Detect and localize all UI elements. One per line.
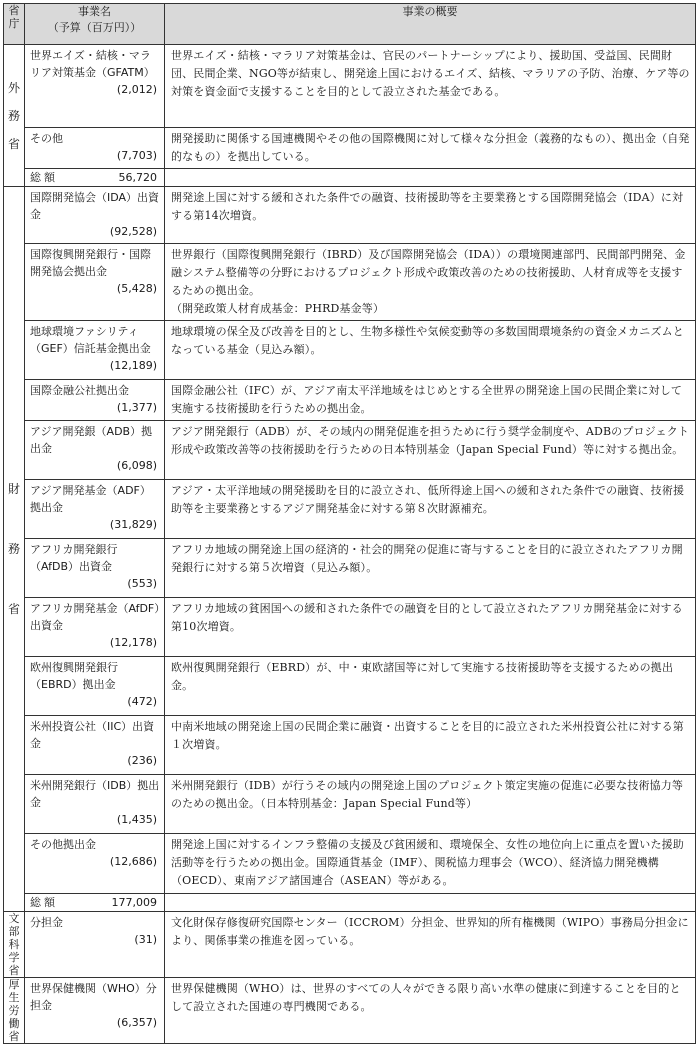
- table-row: [4, 480, 696, 539]
- table-row: [4, 775, 696, 834]
- project-budget: (5,428): [116, 282, 157, 295]
- project-cell: [25, 657, 165, 716]
- ministry-mext: 文部科学省: [4, 912, 25, 978]
- project-cell: [25, 244, 165, 321]
- total-label: 総額: [30, 896, 58, 909]
- project-description: アフリカ地域の開発途上国の経済的・社会的開発の促進に寄与することを目的に設立されたアフリカ開発銀行に対する第５次増資（見込み額）。: [165, 539, 696, 598]
- project-cell: [25, 978, 165, 1044]
- project-cell: [25, 834, 165, 894]
- project-cell: [25, 187, 165, 244]
- project-name: その他拠出金: [30, 838, 96, 851]
- table-row: [4, 321, 696, 380]
- project-description: 地球環境の保全及び改善を目的とし、生物多様性や気候変動等の多数国間環境条約の資金メカニズムとなっている基金（見込み額）。: [165, 321, 696, 380]
- project-name: その他: [30, 132, 63, 145]
- project-description: 米州開発銀行（IDB）が行うその域内の開発途上国のプロジェクト策定実施の促進に必要な技術協力等のための拠出金。（日本特別基金：Japan Special Fund等）: [165, 775, 696, 834]
- oda-project-table: [3, 3, 696, 1044]
- project-cell: [25, 380, 165, 421]
- table-row: [4, 657, 696, 716]
- header-project-label: 事業名: [78, 5, 111, 18]
- project-description: 開発途上国に対する緩和された条件での融資、技術援助等を主要業務とする国際開発協会（IDA）に対する第14次増資。: [165, 187, 696, 244]
- total-value: 177,009: [111, 896, 157, 909]
- project-name: 米州投資公社（IIC）出資金: [30, 720, 155, 750]
- header-ministry: 省庁: [4, 4, 25, 45]
- total-label: 総額: [30, 171, 58, 184]
- total-cell: [25, 169, 165, 187]
- project-description: 開発援助に関係する国連機関やその他の国際機関に対して様々な分担金（義務的なもの）、拠出金（自発的なもの）を拠出している。: [165, 128, 696, 169]
- project-budget: (92,528): [109, 225, 157, 238]
- header-summary: 事業の概要: [165, 4, 696, 45]
- project-budget: (6,098): [116, 459, 157, 472]
- table-row: [4, 187, 696, 244]
- project-name: 欧州復興開発銀行（EBRD）拠出金: [30, 661, 118, 691]
- project-description: アジア開発銀行（ADB）が、その域内の開発促進を担うために行う奨学金制度や、ADBのプロジェクト形成や政策改善等の技術援助を行うための日本特別基金（Japan Special Fund）等に対する拠出金。: [165, 421, 696, 480]
- project-description: 世界保健機関（WHO）は、世界のすべての人々ができる限り高い水準の健康に到達することを目的として設立された国連の専門機関である。: [165, 978, 696, 1044]
- table-row: [4, 978, 696, 1044]
- project-name: アフリカ開発銀行（AfDB）出資金: [30, 543, 118, 573]
- project-budget: (12,178): [109, 636, 157, 649]
- project-cell: [25, 539, 165, 598]
- project-budget: (31,829): [109, 518, 157, 531]
- project-description: 世界エイズ・結核・マラリア対策基金は、官民のパートナーシップにより、援助国、受益国、民間財団、民間企業、NGO等が結束し、開発途上国におけるエイズ、結核、マラリアの予防、治療、ケア等の対策を資金面で支援することを目的として設立された基金である。: [165, 45, 696, 128]
- project-cell: [25, 321, 165, 380]
- project-description: アフリカ地域の貧困国への緩和された条件での融資を目的として設立されたアフリカ開発基金に対する第10次増資。: [165, 598, 696, 657]
- project-description: 中南米地域の開発途上国の民間企業に融資・出資することを目的に設立された米州投資公社に対する第１次増資。: [165, 716, 696, 775]
- table-header-row: [4, 4, 696, 45]
- project-name: 国際復興開発銀行・国際開発協会拠出金: [30, 248, 151, 278]
- project-name: 世界保健機関（WHO）分担金: [30, 982, 157, 1012]
- description-note: （開発政策人材育成基金：PHRD基金等）: [171, 302, 385, 315]
- project-budget: (12,686): [109, 855, 157, 868]
- project-cell: [25, 421, 165, 480]
- project-budget: (12,189): [109, 359, 157, 372]
- total-value: 56,720: [118, 171, 157, 184]
- project-budget: (6,357): [116, 1016, 157, 1029]
- project-name: 米州開発銀行（IDB）拠出金: [30, 779, 160, 809]
- ministry-mof: 財務省: [4, 187, 25, 912]
- project-budget: (472): [127, 695, 157, 708]
- project-name: アジア開発基金（ADF）拠出金: [30, 484, 151, 514]
- table-row: [4, 421, 696, 480]
- project-description: 国際金融公社（IFC）が、アジア南太平洋地域をはじめとする全世界の開発途上国の民間企業に対して実施する技術援助を行うための拠出金。: [165, 380, 696, 421]
- project-description: アジア・太平洋地域の開発援助を目的に設立され、低所得途上国への緩和された条件での融資、技術援助等を主要業務とするアジア開発基金に対する第８次財源補充。: [165, 480, 696, 539]
- project-budget: (7,703): [116, 149, 157, 162]
- project-name: 分担金: [30, 916, 63, 929]
- project-budget: (1,377): [116, 401, 157, 414]
- ministry-mhlw: 厚生労働省: [4, 978, 25, 1044]
- project-cell: [25, 775, 165, 834]
- total-empty-cell: [165, 894, 696, 912]
- project-budget: (553): [127, 577, 157, 590]
- project-cell: [25, 716, 165, 775]
- project-budget: (236): [127, 754, 157, 767]
- total-cell: [25, 894, 165, 912]
- header-budget-unit: （予算（百万円））: [47, 21, 142, 34]
- table-row: [4, 45, 696, 128]
- table-row: [4, 244, 696, 321]
- project-name: 地球環境ファシリティ（GEF）信託基金拠出金: [30, 325, 151, 355]
- description-text: 世界銀行（国際復興開発銀行（IBRD）及び国際開発協会（IDA））の環境関連部門、民間部門開発、金融システム整備等の分野におけるプロジェクト形成や政策改善のための技術援助、人材育成等を支援するための拠出金。: [171, 248, 686, 297]
- project-cell: [25, 912, 165, 978]
- project-budget: (2,012): [116, 83, 157, 96]
- table-row: [4, 834, 696, 894]
- table-row: [4, 912, 696, 978]
- project-name: 国際金融公社拠出金: [30, 384, 129, 397]
- table-row: [4, 716, 696, 775]
- project-cell: [25, 128, 165, 169]
- total-row: [4, 894, 696, 912]
- project-cell: [25, 45, 165, 128]
- header-project-name: [25, 4, 165, 45]
- project-name: 国際開発協会（IDA）出資金: [30, 191, 160, 221]
- table-row: [4, 598, 696, 657]
- total-row: [4, 169, 696, 187]
- project-description: 欧州復興開発銀行（EBRD）が、中・東欧諸国等に対して実施する技術援助等を支援するための拠出金。: [165, 657, 696, 716]
- project-budget: (31): [134, 933, 157, 946]
- project-budget: (1,435): [116, 813, 157, 826]
- table-row: [4, 539, 696, 598]
- project-cell: [25, 480, 165, 539]
- table-row: [4, 128, 696, 169]
- total-empty-cell: [165, 169, 696, 187]
- table-row: [4, 380, 696, 421]
- project-description: [165, 244, 696, 321]
- project-name: 世界エイズ・結核・マラリア対策基金（GFATM）: [30, 49, 155, 79]
- project-description: 文化財保存修復研究国際センター（ICCROM）分担金、世界知的所有権機関（WIPO）事務局分担金により、関係事業の推進を図っている。: [165, 912, 696, 978]
- project-cell: [25, 598, 165, 657]
- project-name: アジア開発銀（ADB）拠出金: [30, 425, 153, 455]
- ministry-mofa: 外務省: [4, 45, 25, 187]
- project-name: アフリカ開発基金（AfDF）出資金: [30, 602, 160, 632]
- project-description: 開発途上国に対するインフラ整備の支援及び貧困緩和、環境保全、女性の地位向上に重点を置いた援助活動等を行うための拠出金。国際通貨基金（IMF）、関税協力理事会（WCO）、経済協力開発機構（OECD）、東南アジア諸国連合（ASEAN）等がある。: [165, 834, 696, 894]
